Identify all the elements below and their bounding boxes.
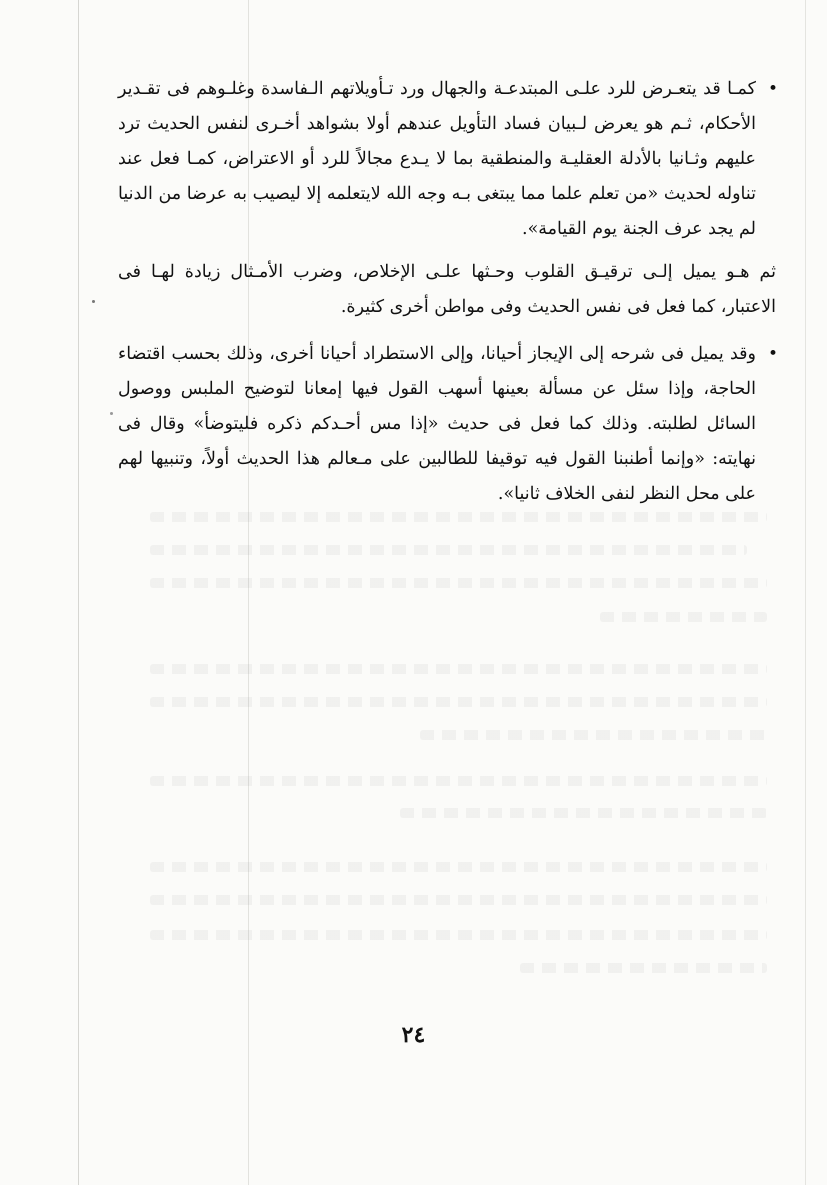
paragraph-brevity <box>118 337 778 512</box>
bleed-through-line <box>400 808 767 818</box>
paragraph-text: كمـا قد يتعـرض للرد علـى المبتدعـة والجهال ورد تـأويلاتهم الـفاسدة وغلـوهم فى تقـدير الأحكام، ثـم هو يعرض لـبيان فساد التأويل عندهم أولا بشواهد أخـرى لنفس الحديث ترد عليهم وثـانيا بالأدلة العقليـة والمنطقية بما لا يـدع مجالاً للرد أو الاعتراض، كمـا فعل عند تناوله لحديث «من تعلم علما مما يبتغى بـه وجه الله لايتعلمه إلا ليصيب به عرضا من الدنيا لم يجد عرف الجنة يوم القيامة». <box>118 79 756 239</box>
scan-speck <box>92 300 95 303</box>
main-text-block <box>118 72 778 512</box>
paragraph-refutation <box>118 72 778 247</box>
bleed-through-line <box>150 776 767 786</box>
paragraph-text: ثم هـو يميل إلـى ترقيـق القلوب وحـثها علـى الإخلاص، وضرب الأمـثال زيادة لهـا فى الاعتبار، كما فعل فى نفس الحديث وفى مواطن أخرى كثيرة. <box>118 262 776 317</box>
page-number: ٢٤ <box>401 1022 426 1048</box>
paragraph-sincerity <box>118 255 778 325</box>
bleed-through-line <box>600 612 767 622</box>
bullet-marker: • <box>767 79 778 99</box>
bleed-through-line <box>150 578 767 588</box>
bleed-through-line <box>150 930 767 940</box>
bleed-through-line <box>420 730 767 740</box>
bleed-through-line <box>150 512 767 522</box>
bleed-through-line <box>150 862 767 872</box>
bleed-through-line <box>520 963 767 973</box>
bleed-through-line <box>150 664 767 674</box>
bullet-marker: • <box>767 344 778 364</box>
bleed-through-line <box>150 697 767 707</box>
bleed-through-line <box>150 545 747 555</box>
scan-fold-line-left <box>78 0 79 1185</box>
scan-fold-line-right <box>805 0 806 1185</box>
paragraph-text: وقد يميل فى شرحه إلى الإيجاز أحيانا، وإلى الاستطراد أحيانا أخرى، وذلك بحسب اقتضاء الحاجة، وإذا سئل عن مسألة بعينها أسهب القول فيها إمعانا لتوضيح الملبس ووصول السائل لطلبته. وذلك كما فعل فى حديث «إذا مس أحـدكم ذكره فليتوضأ» وقال فى نهايته: «وإنما أطنبنا القول فيه توقيفا للطالبين على مـعالم هذا الحديث أولاً، وتنبيها لهم على محل النظر لنفى الخلاف ثانيا». <box>118 344 756 504</box>
bleed-through-line <box>150 895 767 905</box>
scan-speck <box>110 412 113 415</box>
